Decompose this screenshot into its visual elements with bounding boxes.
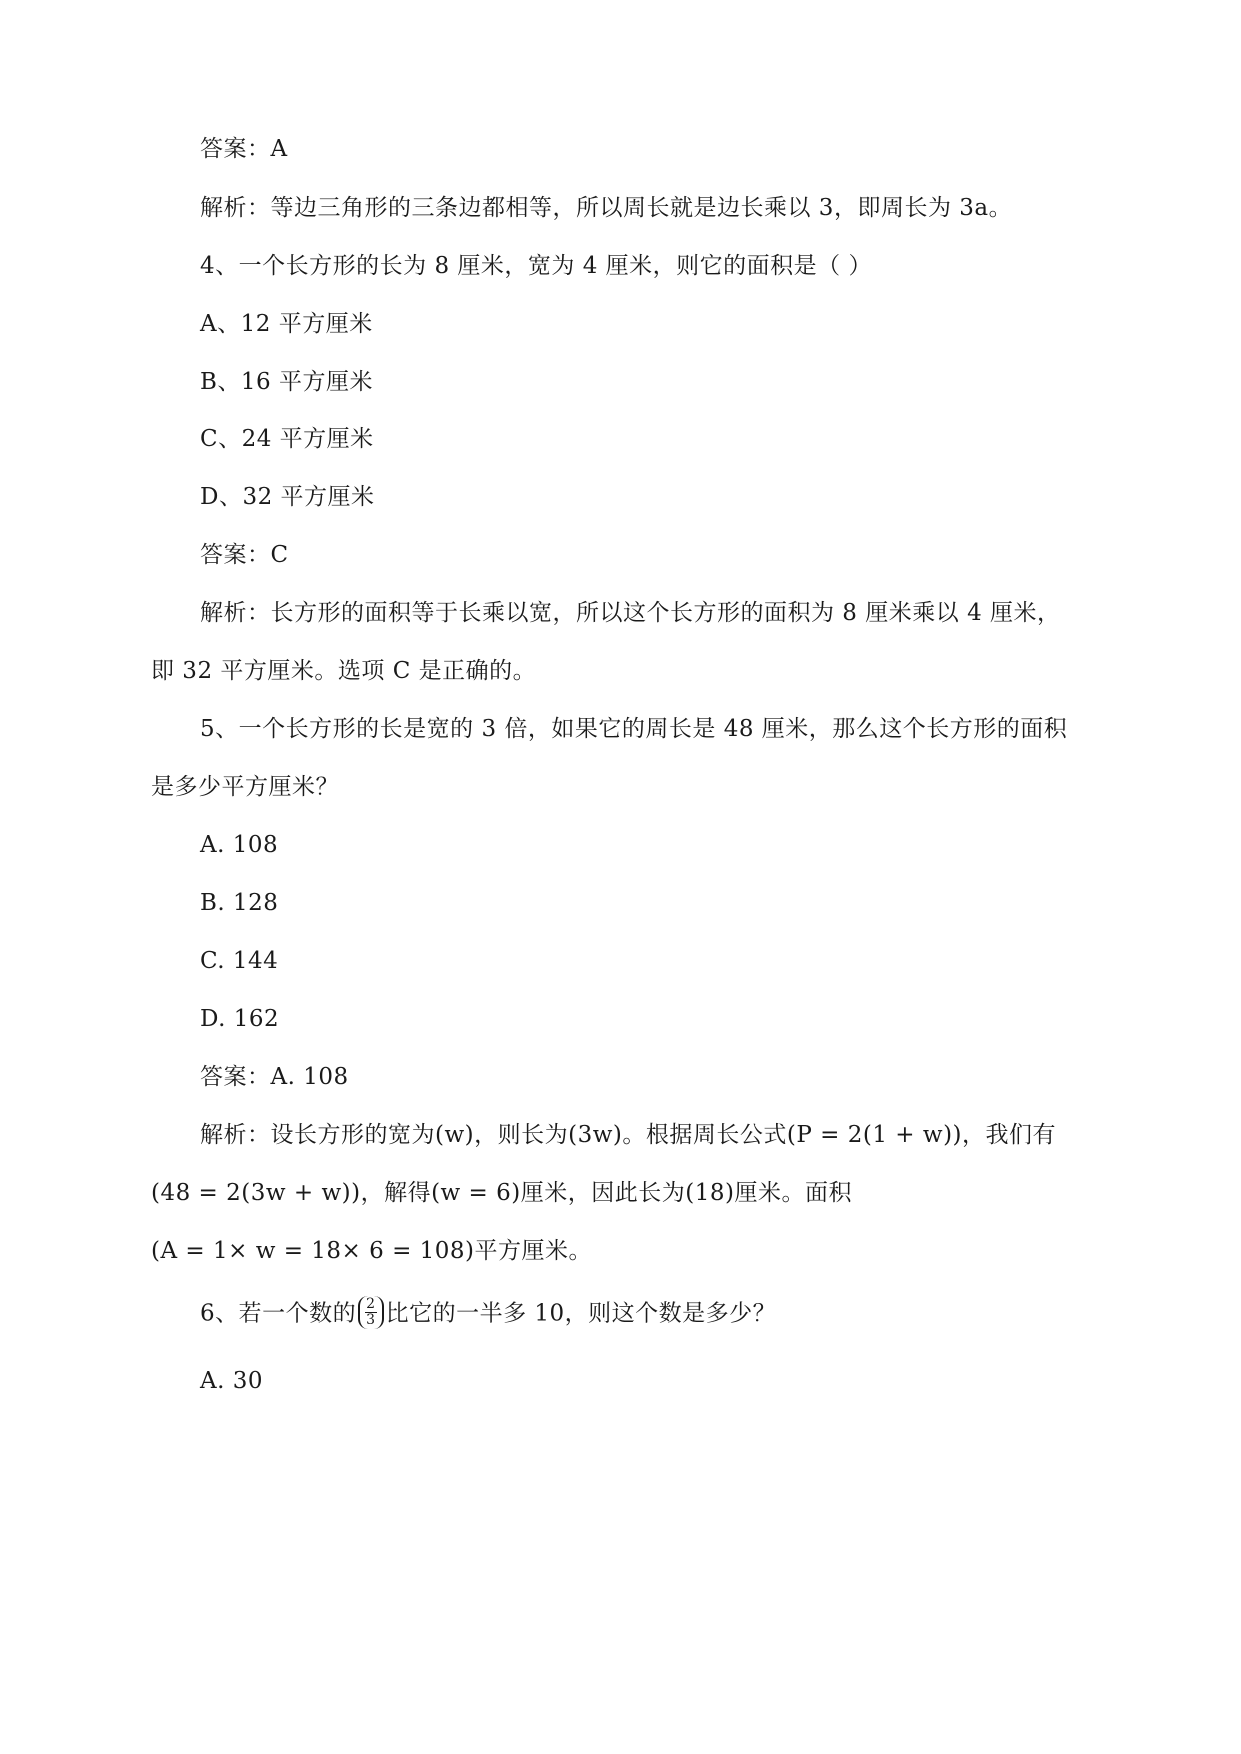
q6-option-a: A. 30 (200, 1368, 263, 1394)
q4-analysis-line1: 解析：长方形的面积等于长乘以宽，所以这个长方形的面积为 8 厘米乘以 4 厘米， (200, 600, 1061, 626)
q4-option-b: B、16 平方厘米 (200, 369, 373, 395)
q4-question: 4、一个长方形的长为 8 厘米，宽为 4 厘米，则它的面积是（ ） (200, 253, 872, 279)
q5-analysis-line2: (48 = 2(3w + w))，解得(w = 6)厘米，因此长为(18)厘米。面积 (151, 1180, 852, 1206)
q5-option-b: B. 128 (200, 890, 279, 916)
q3-analysis: 解析：等边三角形的三条边都相等，所以周长就是边长乘以 3，即周长为 3a。 (200, 195, 1013, 221)
q5-option-c: C. 144 (200, 948, 279, 974)
q5-analysis-line1: 解析：设长方形的宽为(w)，则长为(3w)。根据周长公式(P = 2(1 + w))，我们有 (200, 1122, 1057, 1148)
fraction-denominator: 3 (366, 1312, 376, 1328)
fraction-numerator: 2 (366, 1296, 376, 1312)
q5-option-a: A. 108 (200, 832, 279, 858)
q6-question-prefix: 6、若一个数的 (200, 1300, 357, 1327)
fraction-two-thirds (358, 1296, 383, 1329)
q4-answer: 答案：C (200, 542, 289, 568)
q6-question (200, 1298, 776, 1331)
q5-answer: 答案：A. 108 (200, 1064, 349, 1090)
q4-option-a: A、12 平方厘米 (200, 311, 373, 337)
q5-analysis-line3: (A = 1× w = 18× 6 = 108)平方厘米。 (151, 1238, 593, 1264)
q5-question-line1: 5、一个长方形的长是宽的 3 倍，如果它的周长是 48 厘米，那么这个长方形的面积 (200, 716, 1068, 742)
q4-option-d: D、32 平方厘米 (200, 484, 375, 510)
q3-answer: 答案：A (200, 136, 288, 162)
q4-analysis-line2: 即 32 平方厘米。选项 C 是正确的。 (151, 658, 537, 684)
q6-question-suffix: 比它的一半多 10，则这个数是多少？ (385, 1300, 777, 1327)
q5-question-line2: 是多少平方厘米？ (151, 774, 339, 800)
q5-option-d: D. 162 (200, 1006, 280, 1032)
q4-option-c: C、24 平方厘米 (200, 426, 374, 452)
